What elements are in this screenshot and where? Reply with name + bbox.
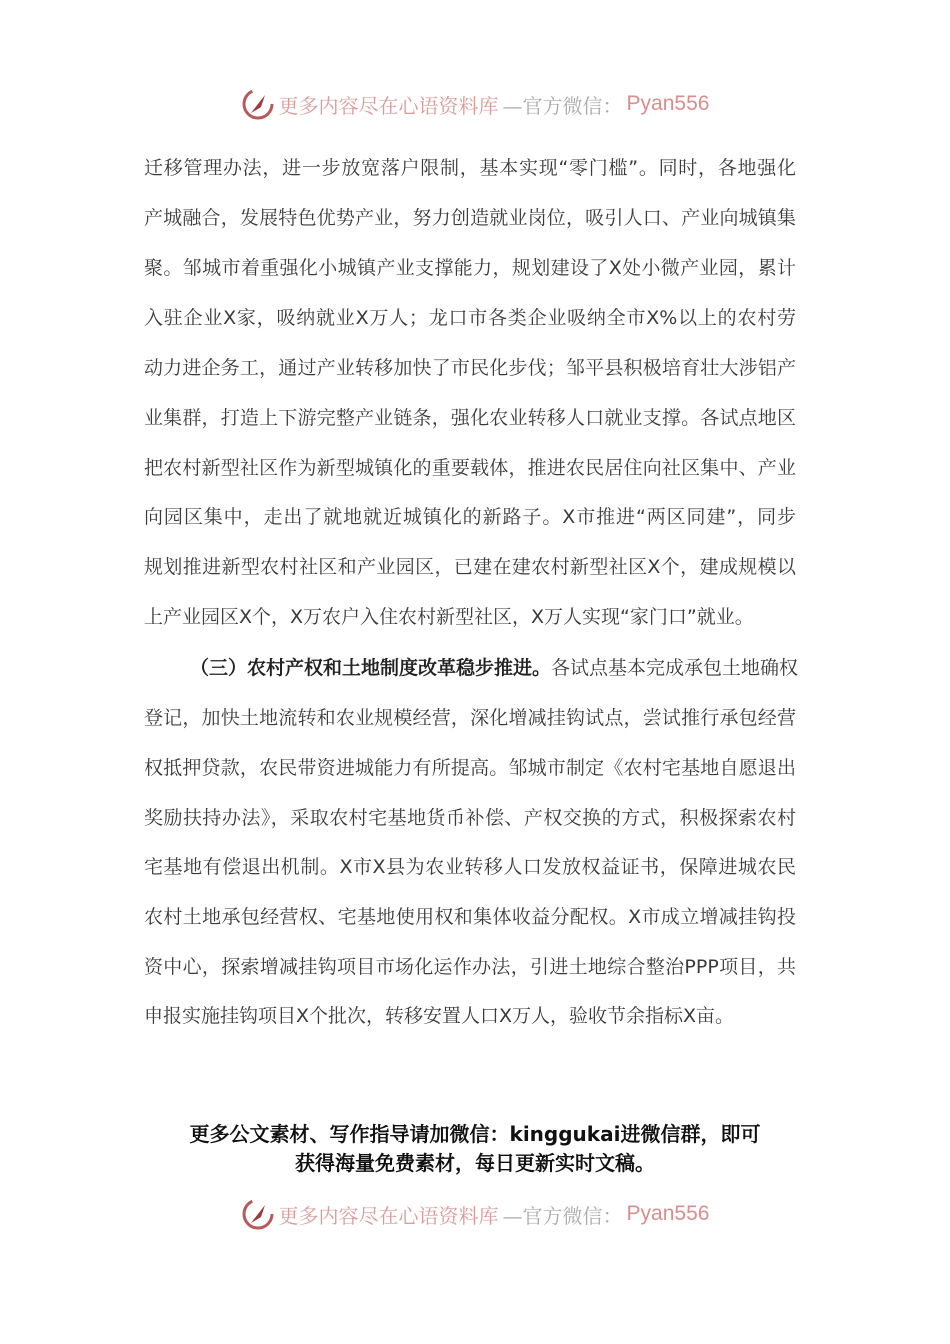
promo-line-1: 更多公文素材、写作指导请加微信：kinggukai进微信群，即可 (189, 1122, 761, 1146)
body-line: 产城融合，发展特色优势产业，努力创造就业岗位，吸引人口、产业向城镇集 (144, 207, 796, 229)
body-line: 上产业园区X个，X万农户入住农村新型社区，X万人实现“家门口”就业。 (144, 606, 754, 628)
watermark-wechat-label: —官方微信： (502, 1203, 623, 1228)
section-3-text: 各试点基本完成承包土地确权 (551, 657, 799, 679)
body-line: 动力进企务工，通过产业转移加快了市民化步伐；邹平县积极培育壮大涉铝产 (144, 357, 796, 379)
body-line: 农村土地承包经营权、宅基地使用权和集体收益分配权。X市成立增减挂钩投 (144, 906, 796, 928)
quill-logo-icon (241, 1197, 275, 1231)
watermark-wechat-id: Pyan556 (626, 1202, 710, 1225)
promo-line-2: 获得海量免费素材，每日更新实时文稿。 (295, 1151, 655, 1175)
quill-logo-icon (241, 87, 275, 121)
body-line: 把农村新型社区作为新型城镇化的重要载体，推进农民居住向社区集中、产业 (144, 457, 796, 479)
body-line: 申报实施挂钩项目X个批次，转移安置人口X万人，验收节余指标X亩。 (144, 1005, 735, 1027)
watermark-header (0, 84, 950, 124)
body-line: 向园区集中，走出了就地就近城镇化的新路子。X市推进“两区同建”，同步 (144, 506, 796, 528)
body-line: 宅基地有偿退出机制。X市X县为农业转移人口发放权益证书，保障进城农民 (144, 856, 796, 878)
body-line: 迁移管理办法，进一步放宽落户限制，基本实现“零门槛”。同时，各地强化 (144, 157, 796, 179)
body-line: 权抵押贷款，农民带资进城能力有所提高。邹城市制定《农村宅基地自愿退出 (144, 757, 796, 779)
body-line: 入驻企业X家，吸纳就业X万人；龙口市各类企业吸纳全市X%以上的农村劳 (144, 307, 796, 329)
body-line: 登记，加快土地流转和农业规模经营，深化增减挂钩试点，尝试推行承包经营 (144, 707, 796, 729)
body-line: 奖励扶持办法》，采取农村宅基地货币补偿、产权交换的方式，积极探索农村 (144, 807, 796, 829)
watermark-site: 更多内容尽在心语资料库 (278, 1203, 499, 1228)
section-3-heading: （三）农村产权和土地制度改革稳步推进。 (190, 657, 552, 679)
body-line: 规划推进新型农村社区和产业园区，已建在建农村新型社区X个，建成规模以 (144, 556, 796, 578)
body-line: 资中心，探索增减挂钩项目市场化运作办法，引进土地综合整治PPP项目，共 (144, 956, 796, 978)
watermark-site: 更多内容尽在心语资料库 (278, 93, 499, 118)
section-3-first-line (144, 655, 799, 681)
watermark-wechat-id: Pyan556 (626, 92, 710, 115)
promo-text (140, 1120, 810, 1178)
watermark-footer (0, 1194, 950, 1234)
body-line: 聚。邹城市着重强化小城镇产业支撑能力，规划建设了X处小微产业园，累计 (144, 257, 796, 279)
body-line: 业集群，打造上下游完整产业链条，强化农业转移人口就业支撑。各试点地区 (144, 407, 796, 429)
watermark-wechat-label: —官方微信： (502, 93, 623, 118)
